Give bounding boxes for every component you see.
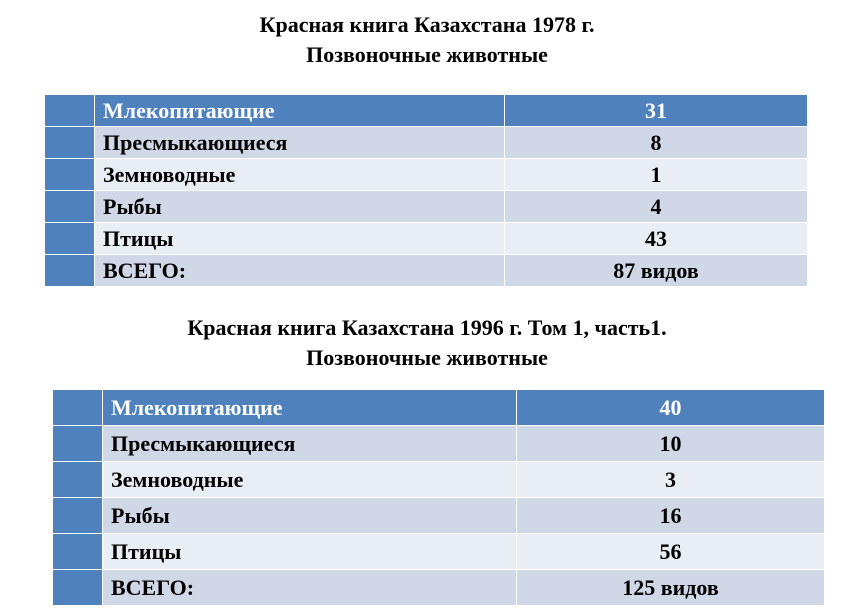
row-stub [45,127,95,159]
table-row [45,159,808,191]
row-name: Рыбы [103,498,517,534]
row-value: 8 [505,127,808,159]
table-row [45,127,808,159]
row-name: Птицы [95,223,505,255]
row-stub [45,191,95,223]
table-row [53,426,825,462]
row-stub [53,390,103,426]
table-row [53,390,825,426]
row-name: Пресмыкающиеся [95,127,505,159]
table-row [53,534,825,570]
table-1978 [45,95,808,287]
row-name: Пресмыкающиеся [103,426,517,462]
row-value: 4 [505,191,808,223]
table-row [45,191,808,223]
row-value: 10 [517,426,825,462]
title-1996-line2: Позвоночные животные [306,345,548,370]
row-value: 3 [517,462,825,498]
row-value: 43 [505,223,808,255]
row-value: 1 [505,159,808,191]
row-stub [53,570,103,606]
row-stub [53,534,103,570]
table-row-total [53,570,825,606]
row-name: Земноводные [103,462,517,498]
row-name: Млекопитающие [103,390,517,426]
row-name: Земноводные [95,159,505,191]
table-row [53,498,825,534]
row-stub [45,159,95,191]
title-1996 [0,313,854,373]
row-name: Рыбы [95,191,505,223]
table-row [45,223,808,255]
title-1978-line2: Позвоночные животные [306,42,548,67]
table-row [45,95,808,127]
title-1978 [0,10,854,70]
table-1996 [53,390,825,606]
table-row-total [45,255,808,287]
row-name: ВСЕГО: [95,255,505,287]
row-value: 87 видов [505,255,808,287]
table-row [53,462,825,498]
row-value: 16 [517,498,825,534]
row-name: Птицы [103,534,517,570]
title-1996-line1: Красная книга Казахстана 1996 г. Том 1, часть1. [187,315,667,340]
row-stub [53,426,103,462]
row-name: Млекопитающие [95,95,505,127]
row-stub [53,498,103,534]
row-value: 125 видов [517,570,825,606]
row-stub [45,95,95,127]
row-value: 31 [505,95,808,127]
row-stub [53,462,103,498]
title-1978-line1: Красная книга Казахстана 1978 г. [259,12,595,37]
row-stub [45,223,95,255]
row-name: ВСЕГО: [103,570,517,606]
row-value: 40 [517,390,825,426]
row-value: 56 [517,534,825,570]
row-stub [45,255,95,287]
